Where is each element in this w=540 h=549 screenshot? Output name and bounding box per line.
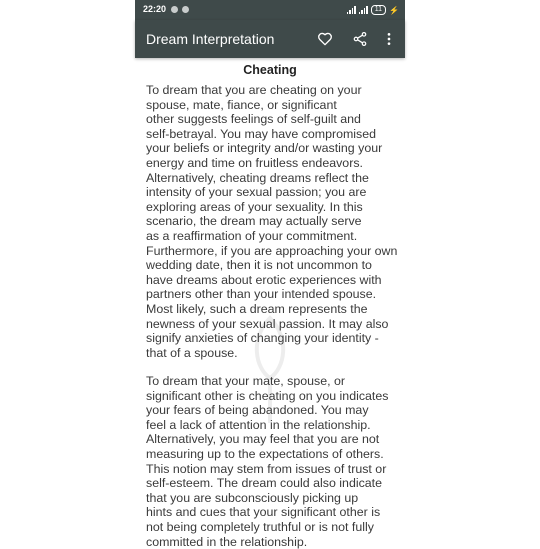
article-text-line: This notion may stem from issues of trust or [146,461,387,476]
article-text-line: To dream that your mate, spouse, or [146,374,346,388]
notification-icon [171,6,178,13]
article-text-line: as a reaffirmation of your commitment. [146,228,358,243]
article-text-line: that you are subconsciously picking up [146,490,359,505]
article-text-line: have dreams about erotic experiences with [146,272,382,287]
article-text-line: self-betrayal. You may have compromised [146,126,377,141]
article-text-line: your fears of being abandoned. You may [146,403,369,418]
article-text-line: self-esteem. The dream could also indicate [146,476,383,491]
article-text-line: scenario, the dream may actually serve [146,214,362,229]
article-text-line: signify anxieties of changing your identity - [146,331,379,346]
article-text-line: wedding date, then it is not uncommon to [146,258,372,273]
app-title: Dream Interpretation [146,31,275,47]
article-text-line: Furthermore, if you are approaching your own [146,243,398,258]
phone-screen [135,0,405,549]
status-bar [135,0,405,20]
more-vertical-icon[interactable] [380,30,398,48]
article-content[interactable] [135,58,405,549]
article-text-line: energy and time on fruitless endeavors. [146,155,363,170]
article-text-line: measuring up to the expectations of others. [146,446,384,461]
article-text-line: exploring areas of your sexuality. In this [146,199,363,214]
signal-icon [347,6,356,14]
share-icon[interactable] [351,30,369,48]
app-bar [135,20,405,58]
article-text-line: that of a spouse. [146,345,238,360]
article-text-line: hints and cues that your significant other is [146,505,381,520]
status-time: 22:20 [143,4,167,14]
signal-icon [359,6,368,14]
article-text-line: intensity of your sexual passion; you are [146,185,367,200]
battery-icon: 11 [371,5,386,15]
article-text-line: To dream that you are cheating on your [146,83,362,97]
article-title: Cheating [243,63,297,77]
article-text-line: feel a lack of attention in the relationship. [146,417,371,432]
article-text-line: Most likely, such a dream represents the [146,301,368,316]
article-text-line: newness of your sexual passion. It may also [146,316,389,331]
article-paragraph-1 [146,83,404,360]
article-text-line: Alternatively, you may feel that you are not [146,432,380,447]
article-text-line: significant other is cheating on you indicates [146,388,389,403]
notification-icon [182,6,189,13]
article-text-line: your beliefs or integrity and/or wasting your [146,141,383,156]
article-text-line: not being completely truthful or is not fully [146,519,374,534]
article-text-line: other suggests feelings of self-guilt and [146,112,361,127]
heart-outline-icon[interactable] [316,30,334,48]
article-paragraph-2 [146,374,404,549]
status-indicators [347,4,399,16]
article-text-line: Alternatively, cheating dreams reflect the [146,170,369,185]
charging-icon: ⚡ [389,5,399,15]
article-text-line: spouse, mate, fiance, or significant [146,97,337,112]
article-text-line: committed in the relationship. [146,534,308,549]
article-text-line: partners other than your intended spouse. [146,287,377,302]
